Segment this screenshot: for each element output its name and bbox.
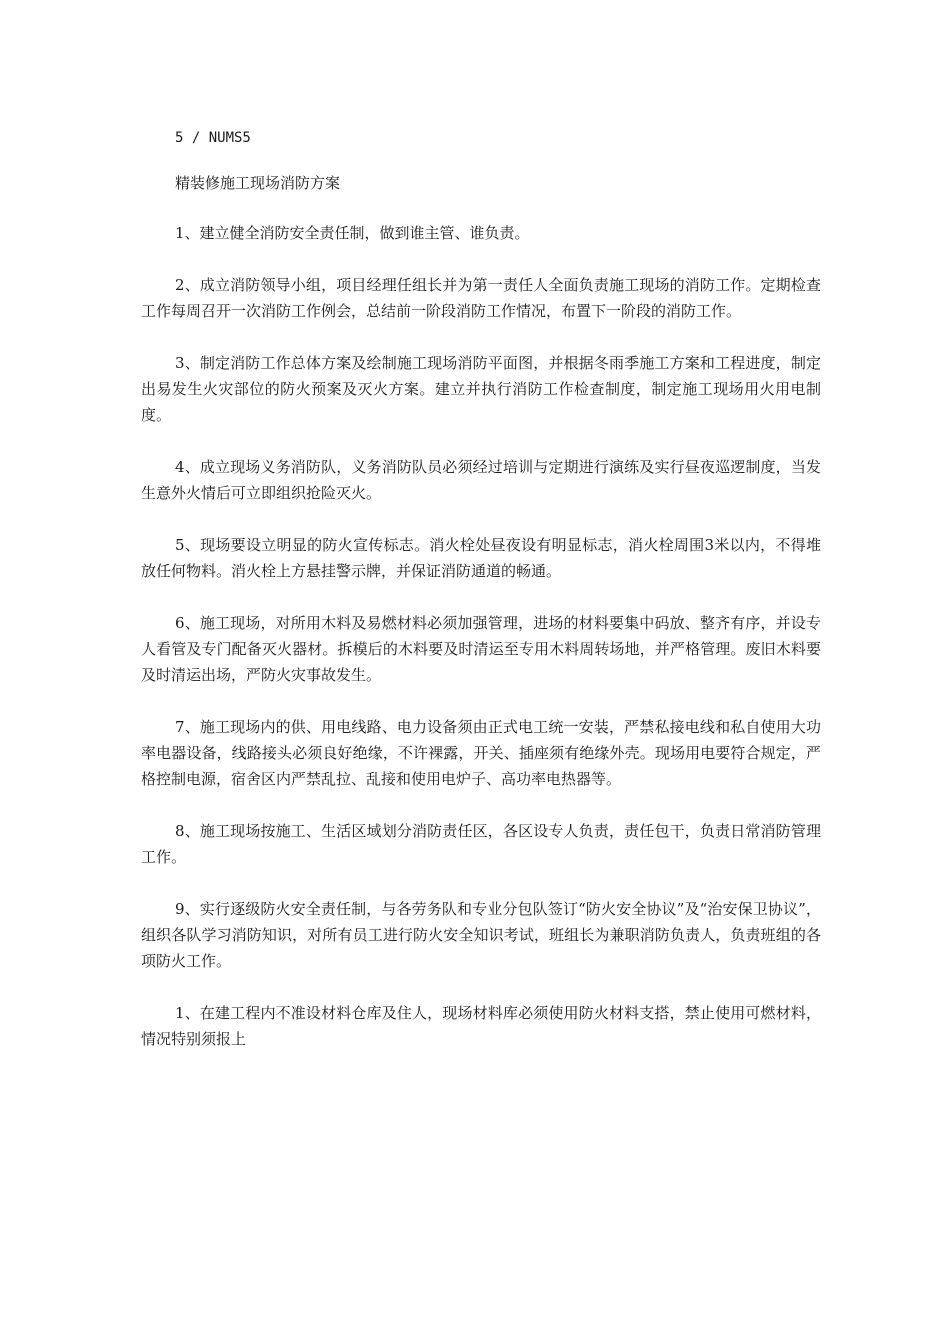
- paragraph-6: 6、施工现场，对所用木料及易燃材料必须加强管理，进场的材料要集中码放、整齐有序，并设专人看管及专门配备灭火器材。拆模后的木料要及时清运至专用木料周转场地，并严格管理。废旧木料要及时清运出场，严防火灾事故发生。: [141, 614, 821, 684]
- paragraph-4: 4、成立现场义务消防队，义务消防队员必须经过培训与定期进行演练及实行昼夜巡逻制度，当发生意外火情后可立即组织抢险灭火。: [141, 458, 821, 502]
- paragraph-7: 7、施工现场内的供、用电线路、电力设备须由正式电工统一安装，严禁私接电线和私自使用大功率电器设备，线路接头必须良好绝缘，不许裸露，开关、插座须有绝缘外壳。现场用电要符合规定，严格控制电源，宿舍区内严禁乱拉、乱接和使用电炉子、高功率电热器等。: [141, 718, 821, 788]
- document-body: [141, 128, 821, 1078]
- document-title: 精装修施工现场消防方案: [175, 174, 341, 192]
- paragraph-8: 8、施工现场按施工、生活区域划分消防责任区，各区设专人负责，责任包干，负责日常消防管理工作。: [141, 822, 821, 866]
- paragraph-10: 1、在建工程内不准设材料仓库及住人，现场材料库必须使用防火材料支搭，禁止使用可燃材料，情况特别须报上: [141, 1004, 821, 1048]
- paragraph-1: 1、建立健全消防安全责任制，做到谁主管、谁负责。: [175, 224, 530, 242]
- paragraph-3: 3、制定消防工作总体方案及绘制施工现场消防平面图，并根据冬雨季施工方案和工程进度，制定出易发生火灾部位的防火预案及灭火方案。建立并执行消防工作检查制度，制定施工现场用火用电制度。: [141, 354, 821, 424]
- paragraph-9: 9、实行逐级防火安全责任制，与各劳务队和专业分包队签订“防火安全协议”及“治安保卫协议”，组织各队学习消防知识，对所有员工进行防火安全知识考试，班组长为兼职消防负责人，负责班组的各项防火工作。: [141, 900, 821, 970]
- paragraph-2: 2、成立消防领导小组，项目经理任组长并为第一责任人全面负责施工现场的消防工作。定期检查工作每周召开一次消防工作例会，总结前一阶段消防工作情况，布置下一阶段的消防工作。: [141, 276, 821, 320]
- paragraph-5: 5、现场要设立明显的防火宣传标志。消火栓处昼夜设有明显标志，消火栓周围3米以内，不得堆放任何物料。消火栓上方悬挂警示牌，并保证消防通道的畅通。: [141, 536, 821, 580]
- page-number: 5 / NUMS5: [175, 130, 251, 146]
